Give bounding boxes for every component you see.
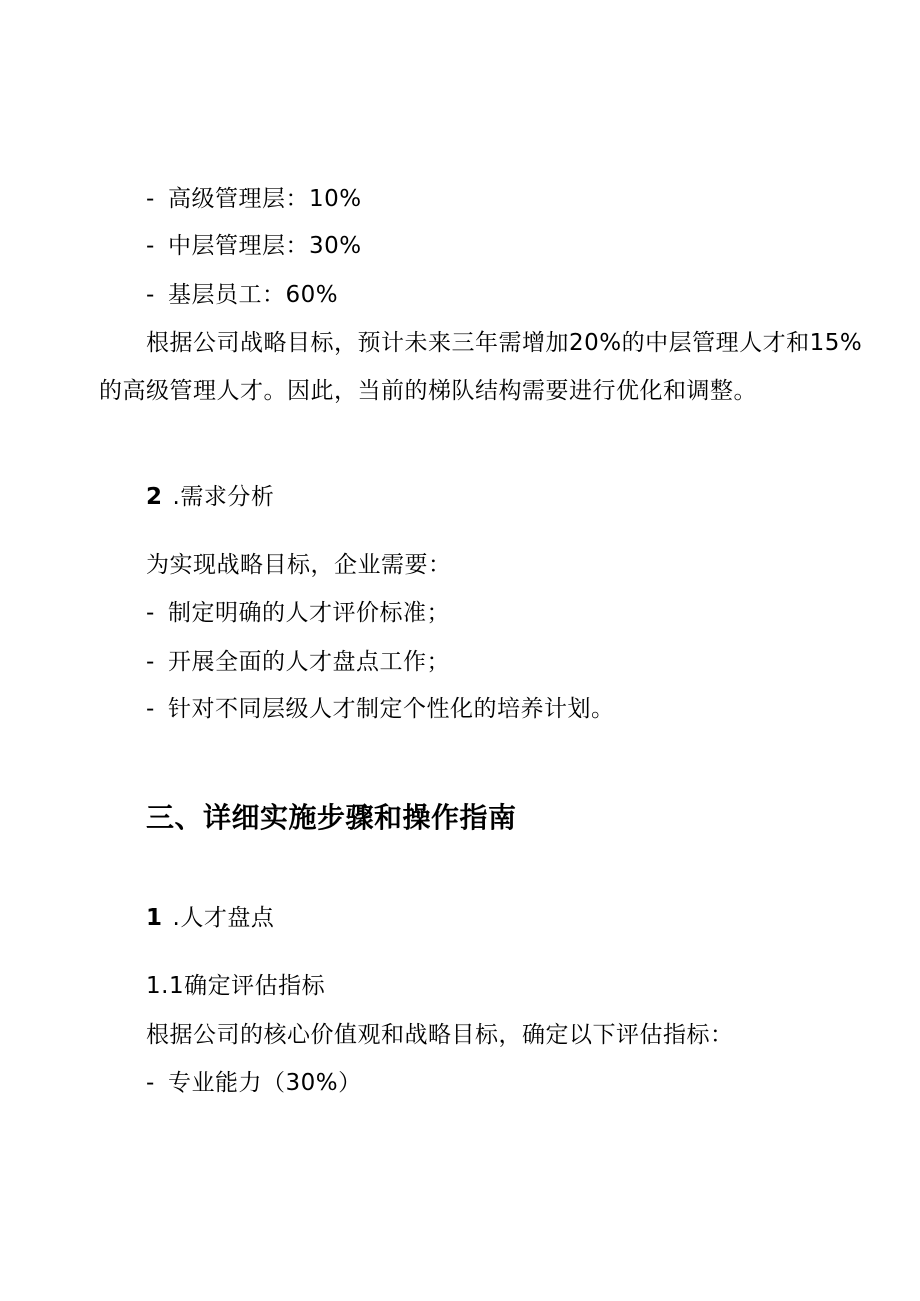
list-item: - 高级管理层：10% (146, 186, 362, 212)
dash-marker: - (146, 1070, 155, 1096)
dash-marker: - (146, 649, 155, 675)
dash-marker: - (146, 282, 155, 308)
paragraph-line: 根据公司战略目标，预计未来三年需增加20%的中层管理人才和15% (146, 330, 863, 356)
dash-marker: - (146, 600, 155, 626)
section-heading: 三、详细实施步骤和操作指南 (146, 801, 517, 834)
list-item: - 中层管理层：30% (146, 233, 362, 259)
subsection-heading (146, 903, 274, 933)
paragraph-line: 的高级管理人才。因此，当前的梯队结构需要进行优化和调整。 (99, 378, 757, 404)
paragraph-line: 为实现战略目标，企业需要： (146, 552, 452, 578)
dash-marker: - (146, 696, 155, 722)
list-item: - 针对不同层级人才制定个性化的培养计划。 (146, 696, 615, 722)
section-title: .需求分析 (172, 484, 275, 510)
dash-marker: - (146, 233, 155, 259)
dash-marker: - (146, 186, 155, 212)
paragraph-line: 根据公司的核心价值观和战略目标，确定以下评估指标： (146, 1022, 734, 1048)
subsubsection-heading: 1.1确定评估指标 (146, 973, 326, 999)
section-number: 2 (146, 484, 163, 510)
subsection-heading (146, 482, 274, 512)
list-item: - 专业能力（30%） (146, 1070, 362, 1096)
section-number: 1 (146, 905, 163, 931)
list-item: - 基层员工：60% (146, 282, 339, 308)
list-item: - 制定明确的人才评价标准； (146, 600, 450, 626)
list-item: - 开展全面的人才盘点工作； (146, 649, 450, 675)
section-title: .人才盘点 (172, 905, 275, 931)
